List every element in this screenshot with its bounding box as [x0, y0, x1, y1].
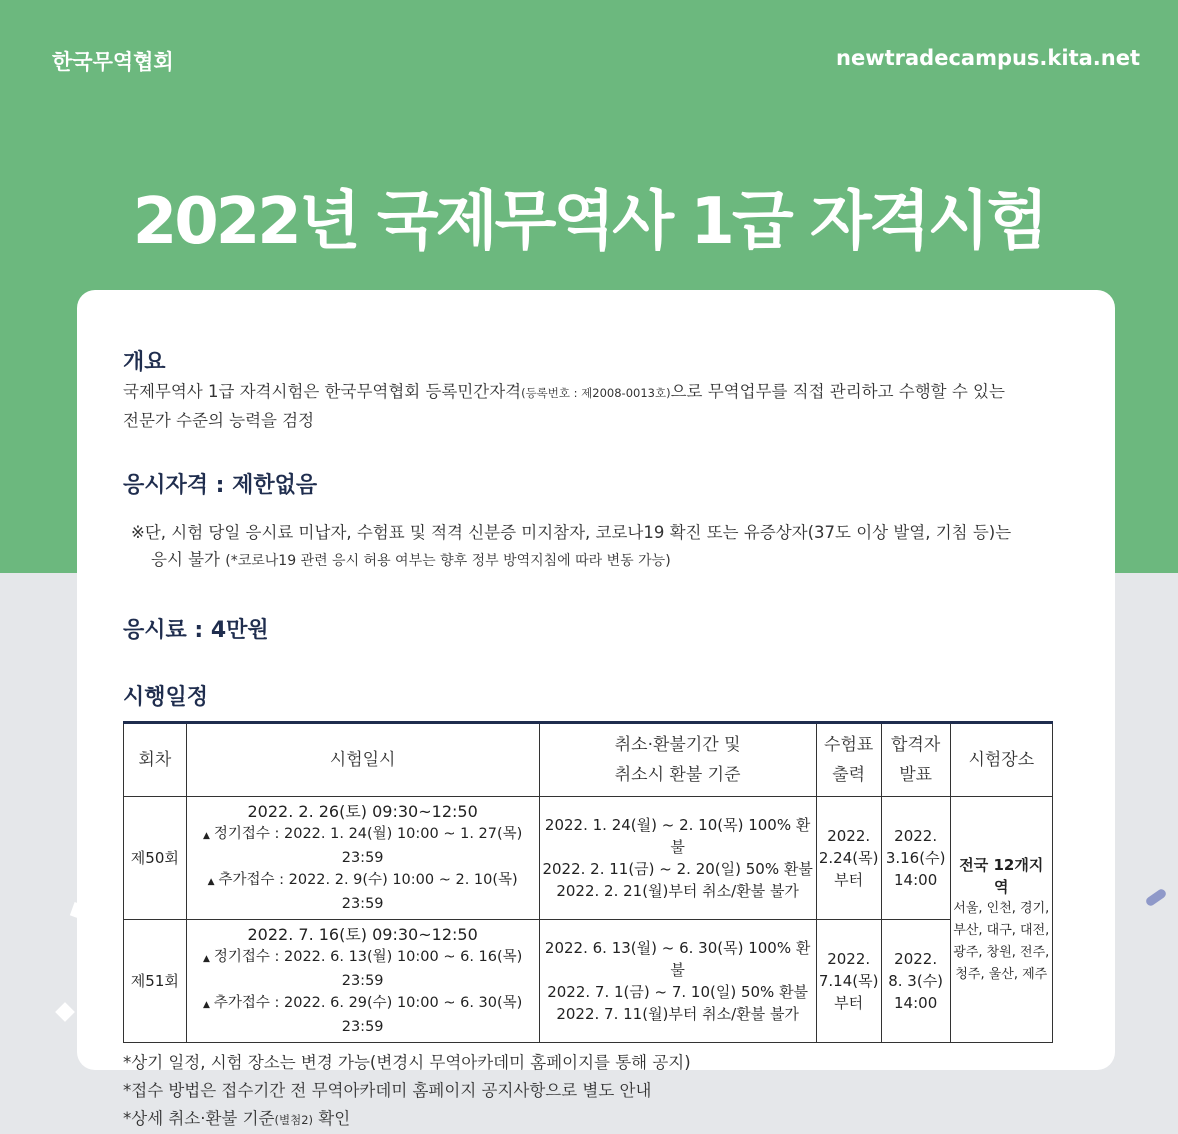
result-cell — [881, 920, 950, 1043]
result-line: 2022. — [894, 827, 938, 845]
triangle-icon: ▲ — [202, 954, 210, 964]
header-refund-l1: 취소·환불기간 및 — [614, 735, 741, 755]
table-row — [124, 920, 1053, 1043]
result-line: 14:00 — [894, 871, 938, 889]
org-name: 한국무역협회 — [52, 50, 174, 74]
location-line: 광주, 창원, 전주, — [953, 944, 1050, 960]
overview-text-1: 국제무역사 1급 자격시험은 한국무역협회 등록민간자격 — [123, 382, 522, 401]
date-cell — [186, 797, 539, 920]
ticket-cell — [816, 920, 881, 1043]
exam-datetime: 2022. 2. 26(토) 09:30~12:50 — [247, 802, 478, 821]
fee-heading: 응시료 : 4만원 — [123, 618, 269, 643]
ticket-line: 부터 — [834, 871, 864, 889]
footnote-3 — [123, 1105, 1063, 1134]
header-ticket-l2: 출력 — [832, 765, 866, 785]
date-cell — [186, 920, 539, 1043]
eligibility-note-text: 응시 불가 — [151, 550, 221, 569]
eligibility-note-line1: ※단, 시험 당일 응시료 미납자, 수험표 및 적격 신분증 미지참자, 코로나19 확진 또는 유증상자(37도 이상 발열, 기침 등)는 — [131, 523, 1012, 542]
header-round: 회차 — [124, 723, 187, 797]
footnote-2: *접수 방법은 접수기간 전 무역아카데미 홈페이지 공지사항으로 별도 안내 — [123, 1081, 652, 1100]
result-line: 3.16(수) — [885, 849, 946, 867]
header-refund-l2: 취소시 환불 기준 — [614, 765, 741, 785]
location-line: 청주, 울산, 제주 — [955, 966, 1048, 982]
refund-line: 2022. 7. 11(월)부터 취소/환불 불가 — [556, 1005, 799, 1023]
registration-number: (등록번호 : 제2008-0013호) — [521, 386, 671, 400]
refund-line: 2022. 2. 11(금) ~ 2. 20(일) 50% 환불 — [542, 860, 813, 878]
footnote-3-end: 확인 — [313, 1109, 351, 1128]
ticket-line: 7.14(목) — [818, 972, 879, 990]
footnotes — [123, 1049, 1063, 1134]
header-location: 시험장소 — [950, 723, 1052, 797]
site-url[interactable]: newtradecampus.kita.net — [836, 46, 1140, 70]
table-row — [124, 797, 1053, 920]
extra-registration-text: 추가접수 : 2022. 2. 9(수) 10:00 ~ 2. 10(목) 23:59 — [218, 872, 518, 912]
ticket-cell — [816, 797, 881, 920]
decorative-shape — [1144, 888, 1167, 908]
decorative-shape — [55, 1002, 75, 1022]
overview-heading: 개요 — [123, 350, 166, 375]
refund-line: 2022. 6. 13(월) ~ 6. 30(목) 100% 환불 — [544, 939, 811, 979]
regular-registration-text: 정기접수 : 2022. 6. 13(월) 10:00 ~ 6. 16(목) 23:59 — [213, 949, 523, 989]
header-ticket-l1: 수험표 — [824, 735, 874, 755]
round-cell: 제50회 — [124, 797, 187, 920]
header-ticket — [816, 723, 881, 797]
result-cell — [881, 797, 950, 920]
location-cell — [950, 797, 1052, 1043]
refund-cell — [539, 920, 816, 1043]
header-date: 시험일시 — [186, 723, 539, 797]
footnote-1: *상기 일정, 시험 장소는 변경 가능(변경시 무역아카데미 홈페이지를 통해 공지) — [123, 1053, 691, 1072]
eligibility-heading: 응시자격 : 제한없음 — [123, 473, 318, 498]
header-result-l2: 발표 — [899, 765, 933, 785]
schedule-heading: 시행일정 — [123, 685, 209, 710]
triangle-icon: ▲ — [202, 1000, 210, 1010]
location-line: 서울, 인천, 경기, — [953, 900, 1050, 916]
page-title: 2022년 국제무역사 1급 자격시험 — [132, 185, 1046, 259]
overview-text — [123, 378, 1063, 434]
extra-registration — [189, 992, 537, 1038]
overview-text-3: 전문가 수준의 능력을 검정 — [123, 411, 315, 430]
refund-cell — [539, 797, 816, 920]
content — [123, 345, 1063, 1134]
footnote-3-attachment: (별첨2) — [274, 1113, 314, 1127]
header-refund — [539, 723, 816, 797]
triangle-icon: ▲ — [202, 831, 210, 841]
regular-registration-text: 정기접수 : 2022. 1. 24(월) 10:00 ~ 1. 27(목) 23:59 — [213, 826, 523, 866]
ticket-line: 2.24(목) — [818, 849, 879, 867]
refund-line: 2022. 2. 21(월)부터 취소/환불 불가 — [556, 882, 799, 900]
eligibility-note-paren: (*코로나19 관련 응시 허용 여부는 향후 정부 방역지침에 따라 변동 가능) — [225, 553, 671, 569]
header-result-l1: 합격자 — [890, 735, 941, 755]
footnote-3-text: *상세 취소·환불 기준 — [123, 1109, 275, 1128]
triangle-icon: ▲ — [207, 877, 215, 887]
exam-datetime: 2022. 7. 16(토) 09:30~12:50 — [247, 925, 478, 944]
round-cell: 제51회 — [124, 920, 187, 1043]
schedule-table — [123, 721, 1053, 1043]
result-line: 2022. — [894, 950, 938, 968]
location-line: 부산, 대구, 대전, — [953, 922, 1050, 938]
extra-registration — [189, 869, 537, 915]
regular-registration — [189, 946, 537, 992]
overview-text-2: 으로 무역업무를 직접 관리하고 수행할 수 있는 — [670, 382, 1005, 401]
header-result — [881, 723, 950, 797]
eligibility-note-line2 — [131, 546, 1063, 575]
table-header-row — [124, 723, 1053, 797]
ticket-line: 2022. — [827, 827, 871, 845]
regular-registration — [189, 823, 537, 869]
result-line: 14:00 — [894, 994, 938, 1012]
result-line: 8. 3(수) — [888, 972, 944, 990]
location-main: 전국 12개지역 — [959, 855, 1044, 896]
ticket-line: 2022. — [827, 950, 871, 968]
ticket-line: 부터 — [834, 994, 864, 1012]
refund-line: 2022. 7. 1(금) ~ 7. 10(일) 50% 환불 — [547, 983, 809, 1001]
eligibility-note — [123, 519, 1063, 575]
extra-registration-text: 추가접수 : 2022. 6. 29(수) 10:00 ~ 6. 30(목) 23:59 — [213, 995, 523, 1035]
refund-line: 2022. 1. 24(월) ~ 2. 10(목) 100% 환불 — [544, 816, 811, 856]
